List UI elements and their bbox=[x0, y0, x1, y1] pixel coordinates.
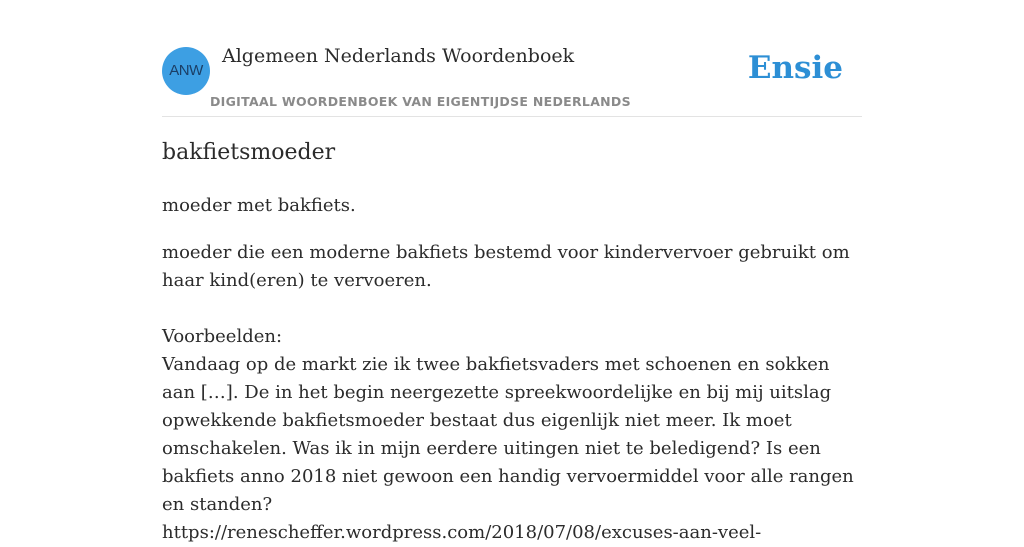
entry-content bbox=[162, 192, 864, 547]
site-title[interactable]: Algemeen Nederlands Woordenboek bbox=[222, 45, 575, 67]
example-text: Vandaag op de markt zie ik twee bakfietsvaders met schoenen en sokken aan […]. De in het begin neergezette spreekwoordelijke en bij mij uitslag opwekkende bakfietsmoeder bestaat dus eigenlijk niet meer. Ik moet omschakelen. Was ik in mijn eerdere uitingen niet te beledigend? Is een bakfiets anno 2018 niet gewoon een handig vervoermiddel voor alle rangen en standen? bbox=[162, 354, 854, 515]
ensie-brand-link[interactable]: Ensie bbox=[747, 50, 843, 86]
examples-label: Voorbeelden: bbox=[162, 326, 283, 347]
example-source-link[interactable]: https://renescheffer.wordpress.com/2018/07/08/excuses-aan-veel- bbox=[162, 522, 762, 543]
site-subtitle: DIGITAAL WOORDENBOEK VAN EIGENTIJDSE NEDERLANDS bbox=[210, 94, 631, 109]
entry-headword: bakfietsmoeder bbox=[162, 140, 336, 165]
site-header bbox=[162, 40, 862, 117]
definition: moeder die een moderne bakfiets bestemd voor kindervervoer gebruikt om haar kind(eren) te vervoeren. bbox=[162, 242, 850, 291]
short-definition: moeder met bakfiets. bbox=[162, 195, 356, 216]
anw-logo[interactable]: ANW bbox=[162, 47, 210, 95]
